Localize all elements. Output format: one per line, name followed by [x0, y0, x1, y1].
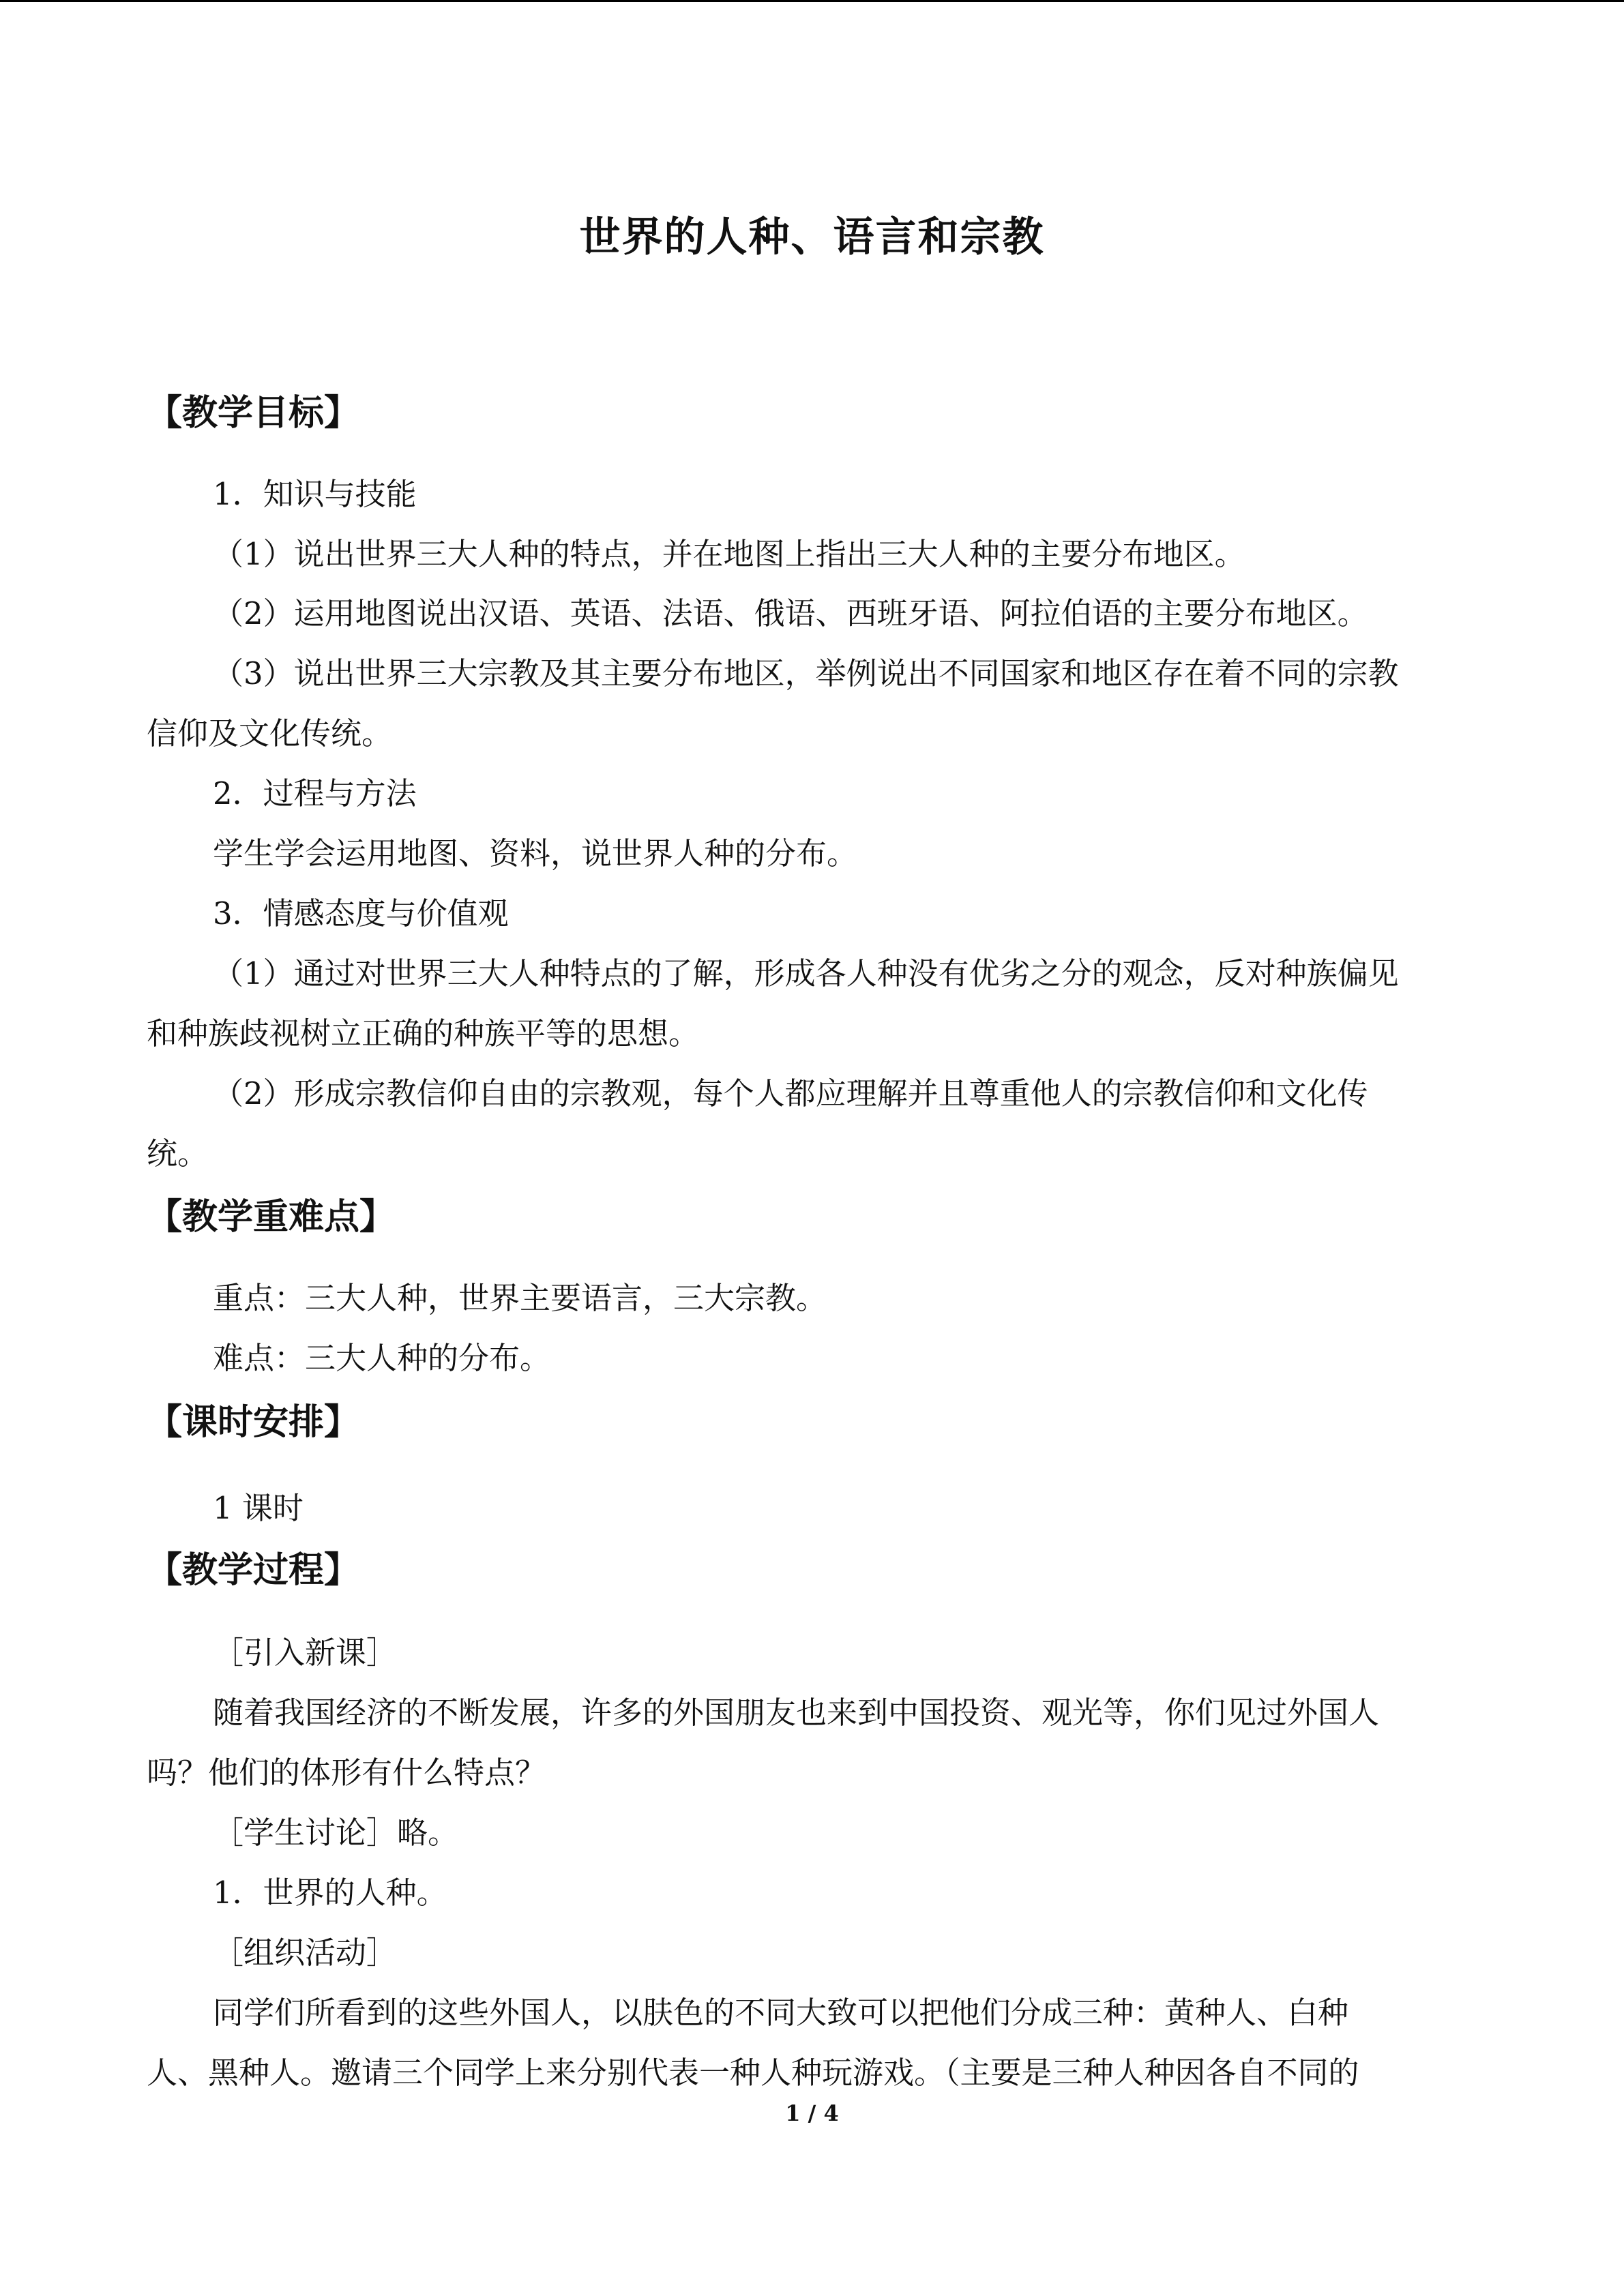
heading-teaching-objectives: 【教学目标】 [147, 393, 360, 434]
heading-key-difficult-points: 【教学重难点】 [147, 1197, 396, 1238]
heading-teaching-process: 【教学过程】 [147, 1550, 360, 1591]
objectives-line-2: （1）说出世界三大人种的特点，并在地图上指出三大人种的主要分布地区。 [213, 536, 1245, 572]
process-line-1: ［引入新课］ [213, 1635, 398, 1671]
objectives-line-9: （1）通过对世界三大人种特点的了解，形成各人种没有优劣之分的观念，反对种族偏见 [213, 955, 1399, 992]
process-line-8: 人、黑种人。邀请三个同学上来分别代表一种人种玩游戏。（主要是三种人种因各自不同的 [147, 2055, 1359, 2091]
heading-class-schedule: 【课时安排】 [147, 1402, 360, 1443]
objectives-line-3: （2）运用地图说出汉语、英语、法语、俄语、西班牙语、阿拉伯语的主要分布地区。 [213, 595, 1368, 631]
process-line-6: ［组织活动］ [213, 1935, 398, 1971]
objectives-line-11: （2）形成宗教信仰自由的宗教观，每个人都应理解并且尊重他人的宗教信仰和文化传 [213, 1075, 1368, 1112]
schedule-line: 1 课时 [213, 1490, 304, 1526]
process-line-5: 1．世界的人种。 [213, 1875, 447, 1911]
objectives-line-1: 1．知识与技能 [213, 476, 417, 512]
objectives-line-4: （3）说出世界三大宗教及其主要分布地区，举例说出不同国家和地区存在着不同的宗教 [213, 655, 1399, 691]
objectives-line-6: 2．过程与方法 [213, 775, 417, 811]
objectives-line-7: 学生学会运用地图、资料，说世界人种的分布。 [213, 835, 858, 871]
process-line-3: 吗？他们的体形有什么特点？ [147, 1755, 546, 1791]
document-title: 世界的人种、语言和宗教 [579, 213, 1045, 261]
process-line-4: ［学生讨论］略。 [213, 1815, 459, 1851]
objectives-line-5: 信仰及文化传统。 [147, 715, 393, 751]
key-point-line: 重点：三大人种，世界主要语言，三大宗教。 [213, 1280, 827, 1316]
process-line-7: 同学们所看到的这些外国人，以肤色的不同大致可以把他们分成三种：黄种人、白种 [213, 1995, 1349, 2031]
objectives-line-10: 和种族歧视树立正确的种族平等的思想。 [147, 1015, 700, 1052]
process-line-2: 随着我国经济的不断发展，许多的外国朋友也来到中国投资、观光等，你们见过外国人 [213, 1695, 1380, 1731]
page-number: 1 / 4 [785, 2100, 839, 2126]
objectives-line-12: 统。 [147, 1135, 209, 1172]
objectives-line-8: 3．情感态度与价值观 [213, 895, 509, 931]
difficult-point-line: 难点：三大人种的分布。 [213, 1340, 551, 1376]
